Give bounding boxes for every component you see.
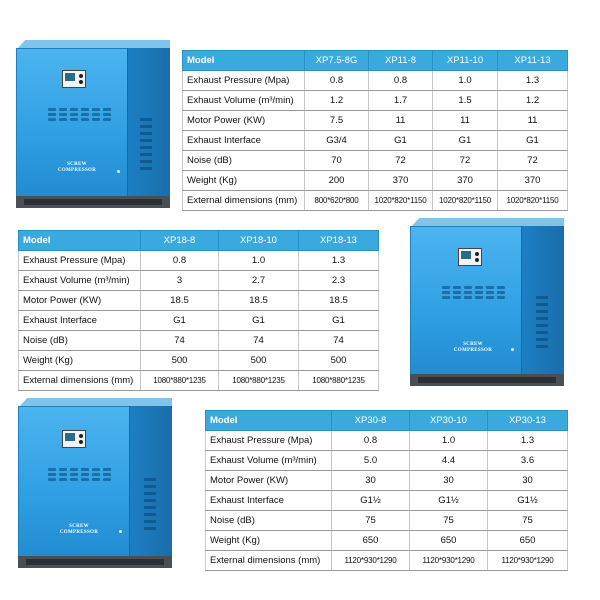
model-name: XP18-13 (299, 231, 379, 251)
table-row-weight (183, 171, 568, 191)
table-cell: 800*620*800 (305, 191, 369, 211)
table-cell: 75 (332, 511, 410, 531)
table-cell: 370 (433, 171, 498, 191)
door-handle (117, 170, 120, 173)
table-row-power (206, 471, 568, 491)
table-row-volume (183, 91, 568, 111)
table-cell: 1020*820*1150 (369, 191, 433, 211)
model-label: Model (183, 51, 305, 71)
control-panel-icon (62, 70, 86, 88)
table-cell: 70 (305, 151, 369, 171)
row-label: Motor Power (KW) (183, 111, 305, 131)
row-label: Noise (dB) (19, 331, 141, 351)
table-row-dimensions (206, 551, 568, 571)
model-label: Model (206, 411, 332, 431)
table-cell: 11 (369, 111, 433, 131)
table-cell: G3/4 (305, 131, 369, 151)
compressor-image-2 (410, 218, 564, 386)
table-row-noise (19, 331, 379, 351)
table-cell: 1080*880*1235 (219, 371, 299, 391)
model-name: XP7.5-8G (305, 51, 369, 71)
table-row-interface (183, 131, 568, 151)
table-row-weight (206, 531, 568, 551)
table-cell: 1.3 (488, 431, 568, 451)
table-cell: 1120*930*1290 (332, 551, 410, 571)
row-label: Exhaust Volume (m³/min) (19, 271, 141, 291)
model-label: Model (19, 231, 141, 251)
table-row-pressure (206, 431, 568, 451)
table-cell: 18.5 (141, 291, 219, 311)
table-header-row (183, 51, 568, 71)
table-row-volume (19, 271, 379, 291)
row-label: External dimensions (mm) (183, 191, 305, 211)
table-row-volume (206, 451, 568, 471)
table-cell: G1½ (332, 491, 410, 511)
table-row-pressure (183, 71, 568, 91)
compressor-base (16, 196, 170, 208)
row-label: Exhaust Volume (m³/min) (206, 451, 332, 471)
row-label: Weight (Kg) (183, 171, 305, 191)
spec-table-2 (18, 230, 379, 391)
table-cell: 11 (433, 111, 498, 131)
table-cell: 1.0 (433, 71, 498, 91)
table-header-row (19, 231, 379, 251)
table-cell: 1.3 (299, 251, 379, 271)
table-cell: 2.7 (219, 271, 299, 291)
side-vents (140, 118, 152, 170)
table-cell: 1120*930*1290 (410, 551, 488, 571)
model-name: XP30-13 (488, 411, 568, 431)
table-cell: G1 (369, 131, 433, 151)
row-label: Exhaust Interface (206, 491, 332, 511)
table-cell: 3.6 (488, 451, 568, 471)
table-cell: 500 (219, 351, 299, 371)
front-vents (442, 286, 505, 299)
table-cell: 1080*880*1235 (299, 371, 379, 391)
table-cell: 72 (433, 151, 498, 171)
table-cell: 1120*930*1290 (488, 551, 568, 571)
table-cell: 1020*820*1150 (433, 191, 498, 211)
table-cell: 650 (488, 531, 568, 551)
table-cell: 500 (141, 351, 219, 371)
table-cell: 0.8 (305, 71, 369, 91)
side-vents (536, 296, 548, 348)
table-row-noise (206, 511, 568, 531)
row-label: Exhaust Pressure (Mpa) (19, 251, 141, 271)
table-cell: 500 (299, 351, 379, 371)
spec-table-3 (205, 410, 568, 571)
table-row-dimensions (183, 191, 568, 211)
table-cell: 75 (410, 511, 488, 531)
model-name: XP11-13 (498, 51, 568, 71)
table-cell: 72 (498, 151, 568, 171)
row-label: External dimensions (mm) (206, 551, 332, 571)
table-cell: 1.2 (305, 91, 369, 111)
compressor-brand-label: SCREW COMPRESSOR (59, 524, 99, 535)
spec-table-1 (182, 50, 568, 211)
model-name: XP18-10 (219, 231, 299, 251)
table-cell: 200 (305, 171, 369, 191)
table-cell: 30 (488, 471, 568, 491)
row-label: Motor Power (KW) (206, 471, 332, 491)
table-cell: 30 (410, 471, 488, 491)
compressor-base (410, 374, 564, 386)
row-label: Noise (dB) (183, 151, 305, 171)
table-cell: 1.2 (498, 91, 568, 111)
row-label: Motor Power (KW) (19, 291, 141, 311)
table-cell: 11 (498, 111, 568, 131)
front-vents (48, 108, 111, 121)
table-cell: 370 (369, 171, 433, 191)
table-row-interface (206, 491, 568, 511)
row-label: Exhaust Volume (m³/min) (183, 91, 305, 111)
table-cell: 1.3 (498, 71, 568, 91)
control-panel-icon (458, 248, 482, 266)
table-cell: 650 (332, 531, 410, 551)
table-row-pressure (19, 251, 379, 271)
door-handle (119, 530, 122, 533)
table-row-weight (19, 351, 379, 371)
table-row-interface (19, 311, 379, 331)
table-cell: 30 (332, 471, 410, 491)
table-cell: 1020*820*1150 (498, 191, 568, 211)
table-cell: 74 (141, 331, 219, 351)
row-label: Exhaust Interface (183, 131, 305, 151)
row-label: External dimensions (mm) (19, 371, 141, 391)
table-cell: 0.8 (141, 251, 219, 271)
row-label: Weight (Kg) (206, 531, 332, 551)
table-header-row (206, 411, 568, 431)
table-row-dimensions (19, 371, 379, 391)
model-name: XP11-10 (433, 51, 498, 71)
table-cell: G1 (219, 311, 299, 331)
model-name: XP11-8 (369, 51, 433, 71)
model-name: XP30-10 (410, 411, 488, 431)
table-cell: 0.8 (369, 71, 433, 91)
table-cell: 5.0 (332, 451, 410, 471)
compressor-image-1 (16, 40, 170, 208)
compressor-brand-label: SCREW COMPRESSOR (453, 342, 493, 353)
table-cell: 2.3 (299, 271, 379, 291)
compressor-image-3 (18, 398, 172, 568)
table-cell: G1½ (488, 491, 568, 511)
model-name: XP18-8 (141, 231, 219, 251)
table-cell: 1.7 (369, 91, 433, 111)
table-cell: 0.8 (332, 431, 410, 451)
model-name: XP30-8 (332, 411, 410, 431)
compressor-brand-label: SCREW COMPRESSOR (57, 162, 97, 173)
table-cell: 74 (299, 331, 379, 351)
table-cell: G1 (498, 131, 568, 151)
table-row-power (19, 291, 379, 311)
table-cell: 75 (488, 511, 568, 531)
table-cell: 74 (219, 331, 299, 351)
row-label: Weight (Kg) (19, 351, 141, 371)
table-cell: G1 (299, 311, 379, 331)
table-row-noise (183, 151, 568, 171)
table-cell: 7.5 (305, 111, 369, 131)
table-cell: 18.5 (219, 291, 299, 311)
table-cell: G1 (433, 131, 498, 151)
row-label: Noise (dB) (206, 511, 332, 531)
table-cell: 370 (498, 171, 568, 191)
table-cell: G1½ (410, 491, 488, 511)
table-cell: 3 (141, 271, 219, 291)
table-cell: 650 (410, 531, 488, 551)
table-cell: 1.5 (433, 91, 498, 111)
table-cell: 4.4 (410, 451, 488, 471)
row-label: Exhaust Interface (19, 311, 141, 331)
door-handle (511, 348, 514, 351)
table-row-power (183, 111, 568, 131)
table-cell: 1080*880*1235 (141, 371, 219, 391)
compressor-base (18, 556, 172, 568)
side-vents (144, 478, 156, 530)
row-label: Exhaust Pressure (Mpa) (183, 71, 305, 91)
table-cell: 18.5 (299, 291, 379, 311)
table-cell: G1 (141, 311, 219, 331)
row-label: Exhaust Pressure (Mpa) (206, 431, 332, 451)
table-cell: 1.0 (410, 431, 488, 451)
front-vents (48, 468, 111, 481)
table-cell: 1.0 (219, 251, 299, 271)
table-cell: 72 (369, 151, 433, 171)
control-panel-icon (62, 430, 86, 448)
